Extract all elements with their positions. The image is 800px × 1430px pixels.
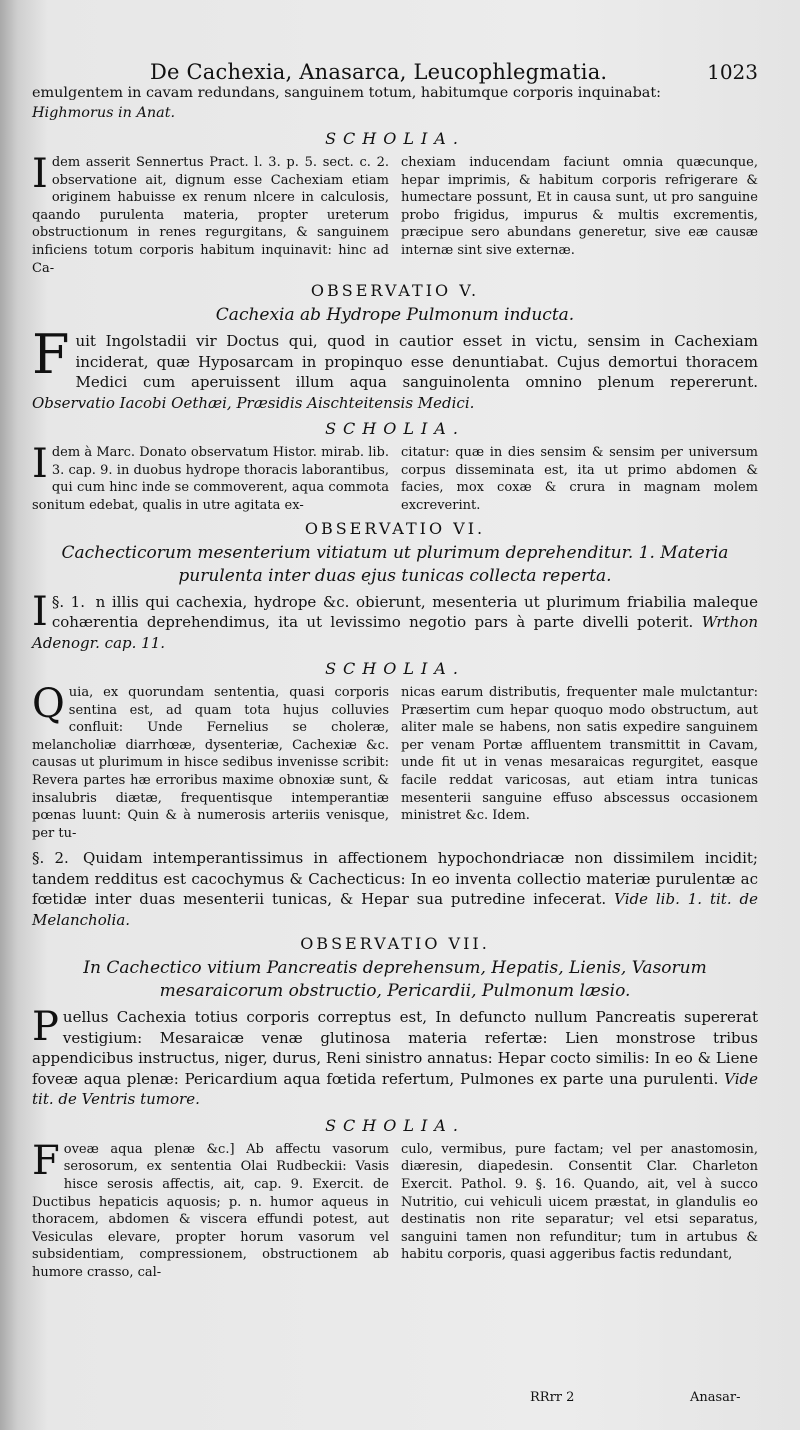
observatio-7-body: uellus Cachexia totius corporis correptus est, In defuncto nullum Pancreatis supererat vestigium: Mesaraicæ venæ glutinosa materia refertæ: Lien monstrose tribus appendicibus instructus, niger, durus, Reni sinistro annatus: Hepar cocto similis: In eo & Liene foveæ aqua plenæ: Pericardium aqua fœtida refertum, Pulmones ex parte una purulenti.	[32, 1008, 758, 1088]
observatio-5-text	[32, 323, 758, 413]
continuation-citation: Highmorus in Anat.	[32, 104, 176, 121]
scholia-heading: SCHOLIA.	[325, 1115, 465, 1135]
section-1-citation: Wrthon Adenogr. cap. 11.	[32, 613, 758, 652]
signature-mark: RRrr 2	[530, 1390, 575, 1405]
scholia-2-left-text: dem à Marc. Donato observatum Histor. mirab. lib. 3. cap. 9. in duobus hydrope thoracis laborantibus, qui cum hinc inde se commoverent, aqua commota sonitum edebat, qualis in utre agitata ex-	[32, 445, 389, 513]
scholia-3-left-text: uia, ex quorundam sententia, quasi corporis sentina est, ad quam tota hujus colluvies confluit: Unde Fernelius se choleræ, melancholiæ diarrhœæ, dysenteriæ, Cachexiæ &c. causas ut plurimum in hisce sedibus invenisse scribit: Revera partes hæ erroribus maxime obnoxiæ sunt, & insalubris diætæ, frequentisque intemperantiæ pœnas luunt: Quin & à numerosis arteriis venisque, per tu-	[32, 685, 389, 841]
running-head	[150, 60, 758, 84]
catchword: Anasar-	[690, 1390, 741, 1405]
scholia-heading: SCHOLIA.	[325, 659, 465, 679]
scholia-heading: SCHOLIA.	[325, 419, 465, 439]
dropcap: I	[32, 151, 48, 197]
scholia-2	[32, 441, 758, 514]
observatio-5-body: uit Ingolstadii vir Doctus qui, quod in cautior esset in victu, sensim in Cachexiam inciderat, quæ Hyposarcam in propinquo esse denuntiabat.	[75, 332, 758, 371]
observatio-6-heading: OBSERVATIO VI.	[304, 518, 486, 538]
observatio-7-title: In Cachectico vitium Pancreatis deprehensum, Hepatis, Lienis, Vasorum mesaraicorum obstructio, Pericardii, Pulmonum læsio.	[83, 958, 707, 1002]
section-2-citation: Vide lib. 1. tit. de Melancholia.	[32, 890, 758, 929]
section-1-text: n illis qui cachexia, hydrope &c. obierunt, mesenteria ut plurimum friabilia maleque cohærentia deprehendimus, ita ut levissimo negotio pars à parte divelli poterit.	[51, 592, 758, 632]
dropcap: F	[32, 323, 70, 387]
observatio-5-title: Cachexia ab Hydrope Pulmonum inducta.	[215, 305, 575, 326]
continuation-line	[32, 84, 758, 123]
section-label: §. 2.	[32, 849, 69, 868]
scholia-1-left-text: dem asserit Sennertus Pract. l. 3. p. 5. sect. c. 2. observatione ait, dignum esse Cachexiam etiam originem habuisse ex renum nlcere in calculosis, qaando purulenta materia, propter ureterum obstructionum in renes regurgitans, & sanguinem inficiens totum corporis habitum inquinavit: hinc ad Ca-	[32, 155, 389, 276]
dropcap: I	[32, 588, 48, 635]
scholia-1-left	[32, 151, 389, 277]
scholia-4-left	[32, 1137, 389, 1282]
observatio-6-section-2	[32, 848, 758, 930]
observatio-5-citation: Observatio Iacobi Oethæi, Præsidis Aischteitensis Medici.	[32, 393, 475, 412]
running-title: De Cachexia, Anasarca, Leucophlegmatia.	[150, 60, 608, 84]
observatio-6-section-1	[32, 588, 758, 654]
scholia-4-right: culo, vermibus, pure factam; vel per anastomosin, diæresin, diapedesin. Consentit Clar. Charleton Exercit. Pathol. 9. §. 16. Quando, ait, vel à succo Nutritio, cui vehiculi uicem præstat, in glandulis eo destinatis non rite separatur; vel etsi separatus, sanguini tamen non refunditur; tum in artubus & habitu corporis, quasi aggeribus factis redundant,	[401, 1141, 758, 1263]
observatio-7-heading: OBSERVATIO VII.	[300, 934, 490, 954]
scholia-1	[32, 151, 758, 277]
scholia-4-left-text: oveæ aqua plenæ &c.] Ab affectu vasorum serosorum, ex sententia Olai Rudbeckii: Vasis hisce serosis affectis, ait, cap. 9. Exercit. de Ductibus hepaticis aquosis; p. n. humor aqueus in thoracem, abdomen & viscera effundi potest, aut Vesiculas elevare, propter horum vasorum vel subsidentiam, compressionem, obstructionem ab humore crasso, cal-	[32, 1141, 389, 1281]
scholia-3-right: nicas earum distributis, frequenter male mulctantur: Præsertim cum hepar quoquo modo obstructum, aut aliter male se habens, non satis expedire sanguinem per venam Portæ affluentem transmittit in Cavam, unde fit ut in venas mesaraicas regurgitet, easque facile reddat varicosas, aut etiam intra tunicas mesenterii sanguine effuso abscessus occasionem ministret &c. Idem.	[401, 685, 758, 824]
dropcap: F	[32, 1137, 60, 1184]
observatio-7-citation: Vide tit. de Ventris tumore.	[32, 1069, 758, 1109]
observatio-5-heading: OBSERVATIO V.	[310, 281, 480, 301]
observatio-5-body-2: Cujus demortui thoracem Medici cum aperuissent illum aqua sanguinolenta omnino plenum repererunt.	[75, 352, 758, 392]
scholia-3	[32, 681, 758, 842]
scholia-3-left	[32, 681, 389, 842]
continuation-text: emulgentem in cavam redundans, sanguinem totum, habitumque corporis inquinabat:	[32, 85, 661, 101]
section-label: §. 1.	[51, 592, 85, 611]
scholia-heading: SCHOLIA.	[325, 129, 465, 148]
section-2-text: Quidam intemperantissimus in affectionem hypochondriacæ non dissimilem incidit; tandem redditus est cacochymus & Cachecticus: In eo inventa collectio materiæ purulentæ ac fœtidæ inter duas mesenterii tunicas, & Hepar sua putredine infecerat.	[32, 849, 758, 909]
scholia-2-left	[32, 441, 389, 514]
scholia-4	[32, 1137, 758, 1282]
dropcap: Q	[32, 681, 65, 728]
scholia-1-right: chexiam inducendam faciunt omnia quæcunque, hepar imprimis, & habitum corporis refrigerare & humectare possunt, Et in causa sunt, ut pro sanguine probo frigidus, impurus & multis excrementis, præcipue sero abundans generetur, sive eæ causæ internæ sint sive externæ.	[401, 155, 758, 258]
scholia-2-right: citatur: quæ in dies sensim & sensim per universum corpus disseminata est, ita ut primo abdomen & facies, mox coxæ & crura in magnam molem excreverint.	[401, 445, 758, 513]
observatio-7-text	[32, 1004, 758, 1110]
dropcap: P	[32, 1004, 59, 1051]
page-number: 1023	[707, 60, 758, 84]
dropcap: I	[32, 441, 48, 488]
observatio-6-title: Cachecticorum mesenterium vitiatum ut plurimum deprehenditur. 1. Materia purulenta inter duas ejus tunicas collecta reperta.	[61, 542, 729, 586]
